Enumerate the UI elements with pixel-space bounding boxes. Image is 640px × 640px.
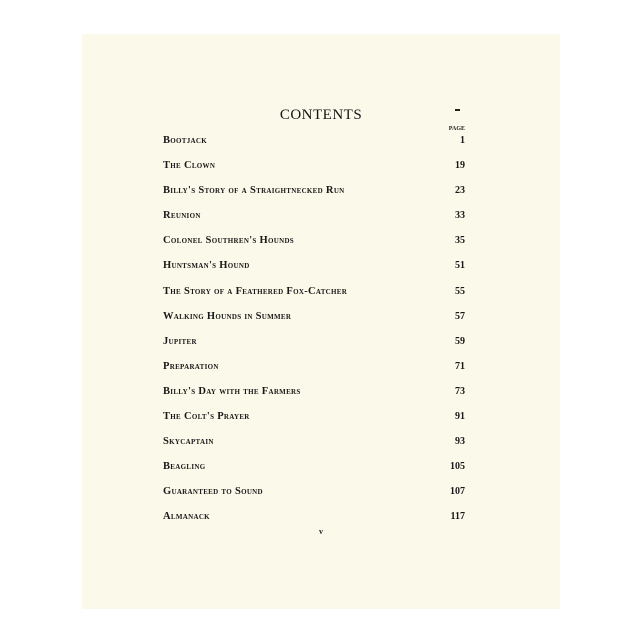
entry-page-number: 117 [450, 511, 465, 523]
entry-title: Walking Hounds in Summer [163, 310, 292, 322]
entry-page-number: 55 [455, 285, 465, 297]
entry-title: Jupiter [163, 335, 197, 347]
entry-page-number: 91 [455, 411, 465, 423]
contents-entry [163, 386, 465, 411]
entry-page-number: 33 [455, 210, 465, 222]
entry-title: Reunion [163, 210, 201, 222]
contents-entry [163, 135, 465, 160]
entry-title: Guaranteed to Sound [163, 486, 263, 498]
page-column-label: PAGE [448, 126, 465, 132]
print-mark [455, 109, 460, 111]
entry-title: Bootjack [163, 135, 208, 146]
entry-page-number: 1 [460, 135, 465, 146]
entry-title: Billy's Day with the Farmers [163, 385, 301, 397]
entry-page-number: 59 [455, 335, 465, 347]
entry-page-number: 93 [455, 436, 465, 448]
contents-list [163, 135, 465, 537]
entry-page-number: 107 [450, 486, 465, 498]
entry-page-number: 71 [455, 360, 465, 372]
entry-title: The Story of a Feathered Fox-Catcher [163, 285, 348, 297]
contents-entry [163, 311, 465, 336]
contents-entry [163, 210, 465, 235]
entry-title: The Clown [163, 160, 216, 172]
contents-entry [163, 461, 465, 486]
contents-entry [163, 411, 465, 436]
contents-heading: CONTENTS [279, 107, 363, 123]
contents-entry [163, 185, 465, 210]
contents-entry [163, 486, 465, 511]
contents-entry [163, 235, 465, 260]
entry-title: Preparation [163, 360, 219, 372]
entry-page-number: 105 [450, 461, 465, 473]
entry-page-number: 51 [455, 260, 465, 272]
entry-title: Huntsman's Hound [163, 260, 250, 272]
contents-entry [163, 286, 465, 311]
entry-page-number: 19 [455, 160, 465, 172]
entry-title: Colonel Southren's Hounds [163, 235, 294, 247]
entry-title: Skycaptain [163, 436, 214, 448]
entry-title: Beagling [163, 461, 206, 473]
entry-page-number: 73 [455, 385, 465, 397]
entry-title: Almanack [163, 511, 210, 523]
page-folio: v [319, 527, 323, 536]
entry-page-number: 57 [455, 310, 465, 322]
entry-title: Billy's Story of a Straightnecked Run [163, 185, 345, 197]
entry-page-number: 23 [455, 185, 465, 197]
contents-entry [163, 436, 465, 461]
contents-entry [163, 336, 465, 361]
contents-entry [163, 260, 465, 285]
contents-entry [163, 361, 465, 386]
entry-title: The Colt's Prayer [163, 411, 250, 423]
contents-entry [163, 160, 465, 185]
book-page [82, 34, 560, 609]
entry-page-number: 35 [455, 235, 465, 247]
